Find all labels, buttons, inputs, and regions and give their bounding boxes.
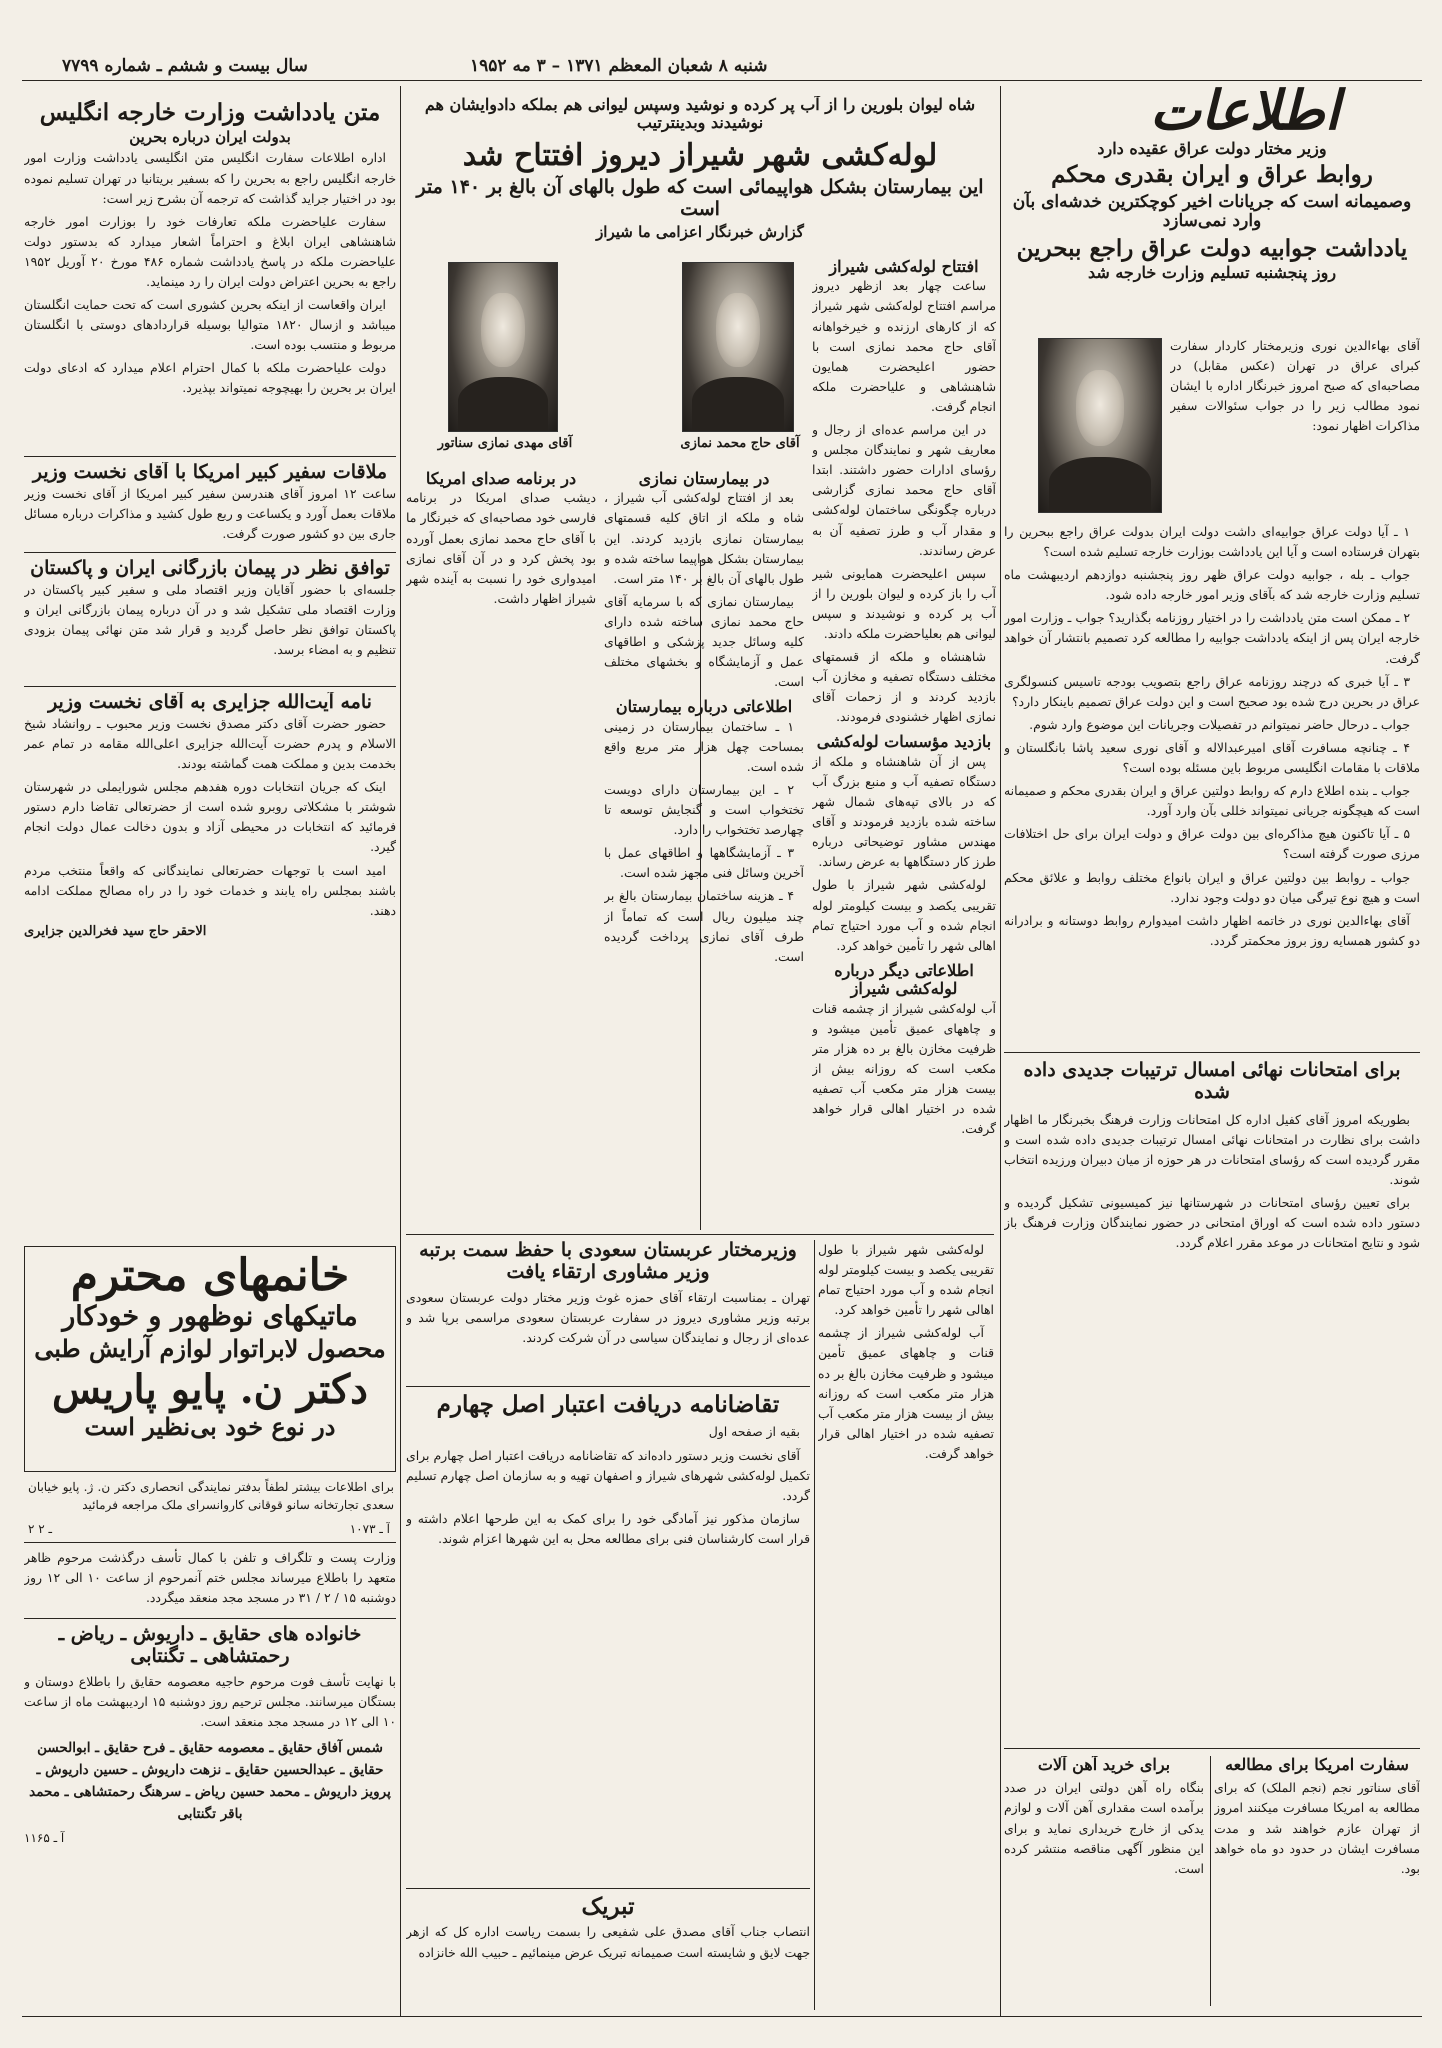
iron-headline: برای خرید آهن آلات: [1037, 1756, 1171, 1774]
greeting-article: [406, 1894, 810, 2014]
ambassador-headline: سفارت امریکا برای مطالعه: [1225, 1756, 1409, 1774]
usa-heading: در برنامه صدای امریکا: [425, 470, 577, 488]
iraq-paragraph: ۳ ـ آیا خبری که درچند روزنامه عراق راجع بتصویب بودجه تاسیس کنسولگری عراق در بحرین درج شده بود صحیح است و این دولت عراق تصمیم باینکار دارد؟: [1004, 673, 1420, 709]
column-divider-left: [400, 86, 401, 2016]
masthead: اطلاعات: [1150, 78, 1340, 142]
letter-article: [24, 692, 396, 1242]
info2-heading: اطلاعاتی دیگر درباره لوله‌کشی شیراز: [834, 960, 974, 999]
shiraz-subhead: این بیمارستان بشکل هواپیمائی است که طول بالهای آن بالغ بر ۱۴۰ متر است: [416, 176, 984, 221]
column-divider-right: [1000, 86, 1001, 2016]
loan-paragraph: بقیه از صفحه اول: [708, 1424, 800, 1440]
ambassador-body: آقای سناتور نجم (نجم الملک) که برای مطالعه به امریکا مسافرت میکنند امروز از تهران عازم خواهند شد و مدت مسافرت ایشان در حدود دو ماه خواهد بود.: [1214, 1780, 1420, 1876]
family-body: با نهایت تأسف فوت مرحوم حاجیه معصومه حقایق را باطلاع دوستان و بستگان میرسانند. مجلس ترحیم روز دوشنبه ۱۵ اردیبهشت ماه از ساعت ۱۰ الی ۱۲ در مسجد مجد منعقد است.: [24, 1673, 396, 1729]
exam-headline: برای امتحانات نهائی امسال ترتیبات جدیدی داده شده: [1023, 1060, 1401, 1103]
pipe-paragraph: پس از آن شاهنشاه و ملکه از دستگاه تصفیه آب و منبع بزرگ آب که در بالای تپه‌های شمال شهر ساخته شده بازدید فرمودند و آقای مهندس مشاور توضیحاتی درباره طرز کار دستگاهها به عرض رساند.: [812, 753, 996, 870]
rule: [406, 1234, 994, 1235]
pipe-paragraph: لوله‌کشی شهر شیراز با طول تقریبی یکصد و بیست کیلومتر لوله انجام شده و آب مورد احتیاج تمام اهالی شهر را تأمین خواهد کرد.: [812, 877, 996, 953]
greeting-headline: تبریک: [581, 1894, 635, 1920]
opening-body: [812, 276, 996, 727]
shiraz-byline: گزارش خبرنگار اعزامی ما شیراز: [596, 222, 804, 241]
photo-haj-mohammad-namazi: [682, 262, 794, 432]
iraq-paragraph: ۵ ـ آیا تاکنون هیچ مذاکره‌ای بین دولت عراق و دولت ایران برای حل اختلافات مرزی صورت گرفته است؟: [1004, 826, 1420, 862]
hospital-paragraph: بیمارستان نمازی که با سرمایه آقای حاج محمد نمازی ساخته شده دارای کلیه وسائل جدید پزشکی و اطاقهای عمل و آزمایشگاه و بخشهای مختلف است.: [604, 593, 804, 690]
rule: [24, 552, 396, 553]
ad-code: آ ـ ۱۰۷۳: [349, 1522, 390, 1536]
iraq-headline-2: یادداشت جوابیه دولت عراق راجع ببحرین: [1016, 234, 1408, 262]
continued-paragraph: آب لوله‌کشی شیراز از چشمه قنات و چاههای عمیق تأمین میشود و ظرفیت مخازن بالغ بر ده هزار متر مکعب است که روزانه بیش از بیست هزار متر مکعب آب تصفیه شده در اختیار اهالی قرار خواهد گرفت.: [818, 1325, 994, 1461]
iraq-paragraph: ۱ ـ آیا دولت عراق جوابیه‌ای داشت دولت ایران بدولت عراق راجع ببحرین را بتهران فرستاده است و آیا این یادداشت بوزارت خارجه تسلیم شده است؟: [1004, 524, 1420, 560]
shiraz-header: [406, 96, 994, 246]
shiraz-headline: لوله‌کشی شهر شیراز دیروز افتتاح شد: [462, 137, 938, 173]
meeting-article: [24, 462, 396, 546]
header-rule: [22, 80, 1422, 81]
column-divider: [814, 1240, 815, 2010]
post-office-notice: وزارت پست و تلگراف و تلفن با کمال تأسف درگذشت مرحوم ظاهر متعهد را باطلاع میرساند مجلس ختم آنمرحوم از ساعت ۱۰ الی ۱۲ روز دوشنبه ۱۵ / ۲ / ۳۱ در مسجد مجد منعقد میگردد.: [24, 1550, 396, 1606]
uk-note-paragraph: سفارت علیاحضرت ملکه تعارفات خود را بوزارت امور خارجه شاهنشاهی ایران ابلاغ و احتراماً اشعار میدارد که بدستور دولت علیاحضرت ملکه در پاسخ یادداشت شماره ۴۸۶ مورخ ۲۰ آوریل ۱۹۵۲ راجع به بحرین اعتراض دولت ایران را رد مینماید.: [24, 213, 396, 289]
uk-note-headline: متن یادداشت وزارت خارجه انگلیس: [39, 100, 381, 126]
iraq-article-header: [1004, 140, 1420, 330]
trade-headline: توافق نظر در پیمان بازرگانی ایران و پاکستان: [30, 558, 390, 579]
info-paragraph: ۱ ـ ساختمان بیمارستان در زمینی بمساحت چهل هزار متر مربع واقع شده است.: [604, 718, 804, 774]
letter-signature: الاحقر حاج سید فخرالدین جزایری: [24, 923, 207, 939]
loan-headline: تقاضانامه دریافت اعتبار اصل چهارم: [436, 1392, 780, 1418]
date-line: شنبه ۸ شعبان المعظم ۱۳۷۱ – ۳ مه ۱۹۵۲: [470, 56, 768, 76]
hospital-column: [604, 470, 804, 1228]
caption-mehdi-namazi: آقای مهدی نمازی سناتور: [437, 436, 573, 451]
meeting-body: ساعت ۱۲ امروز آقای هندرسن سفیر کبیر امریکا از آقای نخست وزیر ملاقات بعمل آورد و یکساعت و ربع طول کشید و مذاکرات درباره مسائل جاری بین دو کشور صورت گرفت.: [24, 485, 396, 542]
iraq-body: [1004, 522, 1420, 1047]
hospital-body: [604, 488, 804, 692]
iraq-paragraph: ۲ ـ ممکن است متن یادداشت را در اختیار روزنامه بگذارید؟ جواب ـ وزارت امور خارجه ایران پس از اینکه یادداشت جوابیه را مطالعه کرد تصمیم بانتشار آن خواهد گرفت.: [1004, 610, 1420, 666]
uk-note-article: [24, 100, 396, 450]
ad-line-3: در نوع خود بی‌نظیر است: [84, 1412, 336, 1442]
opening-heading: افتتاح لوله‌کشی شیراز: [829, 258, 979, 276]
saudi-headline: وزیرمختار عربستان سعودی با حفظ سمت برتبه وزیر مشاوری ارتقاء یافت: [419, 1240, 797, 1283]
saudi-article: [406, 1240, 810, 1380]
shiraz-continued: [818, 1240, 994, 2010]
iraq-kicker: وزیر مختار دولت عراق عقیده دارد: [1097, 140, 1327, 158]
shiraz-opening-column: [812, 258, 996, 1228]
rule: [406, 1888, 810, 1889]
iron-body: بنگاه راه آهن دولتی ایران در صدد برآمده است مقداری آهن آلات و لوازم یدکی از خارج خریداری نماید و برای این منظور آگهی مناقصه منتشر کرده است.: [1004, 1780, 1204, 1876]
uk-note-paragraph: ایران واقعاست از اینکه بحرین کشوری است که تحت حمایت انگلستان میباشد و ازسال ۱۸۲۰ متوالیا بوسیله قراردادهای دوستی با انگلستان مربوط و منتسب بوده است.: [24, 297, 396, 353]
ad-line-1: ماتیکهای نوظهور و خودکار: [62, 1301, 358, 1333]
loan-paragraph: سازمان مذکور نیز آمادگی خود را برای کمک به این طرحها اعلام داشته و قرار است کارشناسان فنی برای مطالعه محل به این شهرها اعزام شوند.: [406, 1510, 810, 1546]
family-notice: [24, 1624, 396, 2012]
iraq-paragraph: جواب ـ روابط بین دولتین عراق و ایران بانواع مختلف روابط و علائق محکم است و هیچ نوع تیرگی میان دو دولت وجود ندارد.: [1004, 869, 1420, 905]
ad-title: خانمهای محترم: [70, 1252, 350, 1301]
column-divider: [1210, 1756, 1211, 2006]
photo-iraqi-minister: [1038, 338, 1162, 513]
rule: [24, 1618, 396, 1619]
letter-paragraph: اینک که جریان انتخابات دوره هفدهم مجلس شورایملی در شهرستان شوشتر با مشکلاتی روبرو شده است از حضرتعالی تقاضا دارم دستور فرمائید که انتخابات در محیطی آزاد و بدون دخالت عمال دولت انجام گیرد.: [24, 779, 396, 855]
letter-paragraph: حضور حضرت آقای دکتر مصدق نخست وزیر محبوب ـ روانشاد شیخ الاسلام و پدرم حضرت آیت‌الله جزایری اعلی‌الله مقامه در تمام عمر بخدمت بدین و مملکت همت گماشته بودند.: [24, 715, 396, 772]
iraq-paragraph: جواب ـ درحال حاضر نمیتوانم در تفصیلات وجریانات این موضوع وارد شوم.: [1029, 716, 1410, 732]
hospital-paragraph: بعد از افتتاح لوله‌کشی آب شیراز ، شاه و ملکه از اتاق کلیه قسمتهای بیمارستان نمازی بازدید کردند. این بیمارستان بشکل هواپیما ساخته شده و طول بالهای آن بالغ بر ۱۴۰ متر است.: [604, 490, 804, 586]
pipe-heading: بازدید مؤسسات لوله‌کشی: [816, 732, 992, 752]
rule: [1004, 1748, 1420, 1749]
iron-article: [1004, 1756, 1204, 2006]
info2-body: آب لوله‌کشی شیراز از چشمه قنات و چاههای عمیق تأمین میشود و ظرفیت مخازن بالغ بر ده هزار متر مکعب است که روزانه بیش از بیست هزار متر مکعب آب تصفیه شده در اختیار اهالی قرار خواهد گرفت.: [812, 1000, 996, 1137]
info-paragraph: ۳ ـ آزمایشگاهها و اطاقهای عمل با آخرین وسائل فنی مجهز شده است.: [604, 845, 804, 881]
loan-article: [406, 1392, 810, 1882]
rule: [1004, 1052, 1420, 1053]
opening-paragraph: در این مراسم عده‌ای از رجال و معاریف شهر و نمایندگان مجلس و رؤسای ادارات حضور داشتند. ابتدا آقای حاج محمد نمازی گزارشی درباره چگونگی ساختمان لوله‌کشی و مقدار آب و طرز تصفیه آن به عرض رساندند.: [812, 422, 996, 558]
uk-note-body: [24, 148, 396, 398]
ambassador-article: [1214, 1756, 1420, 2006]
exam-body: [1004, 1110, 1420, 1254]
rule: [24, 1542, 396, 1543]
ad-contact: برای اطلاعات بیشتر لطفاً بدفتر نمایندگی انحصاری دکتر ن. ژ. پایو خیابان سعدی تجارتخانه سانو قوقانی کاروانسرای ملک مراجعه فرمائید: [28, 1480, 394, 1512]
letter-paragraph: امید است با توجهات حضرتعالی نمایندگانی که واقعاً منتخب مردم باشند بمجلس راه یابند و خدمات خود را در راه مصالح مملکت ادامه دهند.: [24, 862, 396, 918]
cosmetics-ad: [30, 1252, 390, 1468]
family-code: آ ـ ۱۱۶۵: [24, 1831, 65, 1846]
letter-body: [24, 714, 396, 921]
continued-paragraph: لوله‌کشی شهر شیراز با طول تقریبی یکصد و بیست کیلومتر لوله انجام شده و آب مورد احتیاج تمام اهالی شهر را تأمین خواهد کرد.: [818, 1242, 994, 1318]
iraq-paragraph: آقای بهاءالدین نوری در خاتمه اظهار داشت امیدوارم روابط دوستانه و برادرانه دو کشور همسایه روز بروز محکمتر گردد.: [1004, 912, 1420, 948]
uk-note-paragraph: اداره اطلاعات سفارت انگلیس متن انگلیسی یادداشت وزارت امور خارجه انگلیس راجع به بحرین را که بسفیر بریتانیا در تهران تسلیم نموده بود در اختیار جراید گذاشت که ترجمه آن بشرح زیر است:: [24, 150, 396, 206]
iraq-subhead-2: روز پنجشنبه تسلیم وزارت خارجه شد: [1087, 263, 1337, 283]
iraq-intro: آقای بهاءالدین نوری وزیرمختار کاردار سفارت کبرای عراق در تهران (عکس مقابل) در مصاحبه‌ای که صبح امروز خبرنگار اداره با ایشان نمود مطالب زیر را در جواب سئوالات سفیر مذاکرات اظهار نمود:: [1170, 338, 1420, 434]
info-paragraph: ۴ ـ هزینه ساختمان بیمارستان بالغ بر چند میلیون ریال است که تماماً از طرف آقای نمازی پرداخت گردیده است.: [604, 888, 804, 964]
letter-headline: نامه آیت‌الله جزایری به آقای نخست وزیر: [48, 692, 372, 713]
info-heading: اطلاعاتی درباره بیمارستان: [615, 697, 793, 717]
issue-line: سال بیست و ششم ـ شماره ۷۷۹۹: [62, 56, 308, 76]
family-headline: خانواده های حقایق ـ داریوش ـ ریاض ـ رحمتشاهی ـ تگنتابی: [58, 1624, 362, 1667]
usa-column: [406, 470, 596, 1228]
opening-paragraph: سپس اعلیحضرت همایونی شیر آب را باز کرده و لیوان بلورین را از آب پر کرده و نوشیدند و سپس لیوانی هم بعلیاحضرت ملکه دادند.: [812, 565, 996, 641]
uk-note-paragraph: دولت علیاحضرت ملکه با کمال احترام اعلام میدارد که ادعای دولت ایران بر بحرین را بهیچوجه نمیتواند بپذیرد.: [24, 360, 396, 396]
footer-rule: [22, 2016, 1422, 2017]
shiraz-kicker: شاه لیوان بلورین را از آب پر کرده و نوشید وسپس لیوانی هم بملکه دادوایشان هم نوشیدند وبدینترتیب: [424, 96, 976, 133]
greeting-body: انتصاب جناب آقای مصدق علی شفیعی را بسمت ریاست اداره کل که ازهر جهت لایق و شایسته است صمیمانه تبریک عرض مینمائیم ـ حبیب الله خانزاده: [406, 1924, 810, 1960]
meeting-headline: ملاقات سفیر کبیر امریکا با آقای نخست وزیر: [32, 462, 388, 483]
loan-paragraph: آقای نخست وزیر دستور داده‌اند که تقاضانامه دریافت اعتبار اصل چهارم برای تکمیل لوله‌کشی شهرهای شیراز و اصفهان تهیه و به سازمان اصل چهارم تسلیم گردد.: [406, 1447, 810, 1503]
caption-haj-mohammad-namazi: آقای حاج محمد نمازی: [680, 436, 800, 451]
pipe-body: [812, 752, 996, 956]
opening-paragraph: ساعت چهار بعد ازظهر دیروز مراسم افتتاح لوله‌کشی شهر شیراز که از کارهای ارزنده و خیرخواهانه آقای حاج محمد نمازی است با حضور اعلیحضرت همایون شاهنشاهی و علیاحضرت ملکه انجام گرفت.: [812, 278, 996, 414]
rule: [406, 1386, 810, 1387]
info-paragraph: ۲ ـ این بیمارستان دارای دویست تختخواب است و گنجایش توسعه تا چهارصد تختخواب را دارد.: [604, 782, 804, 838]
iraq-paragraph: جواب ـ بنده اطلاع دارم که روابط دولتین عراق و ایران بقدری محکم و صمیمانه است که هیچگونه جریانی نمیتواند خللی بآن وارد آورد.: [1004, 783, 1420, 819]
exam-paragraph: بطوریکه امروز آقای کفیل اداره کل امتحانات وزارت فرهنگ بخبرنگار ما اظهار داشت برای نظارت در امتحانات نهائی امسال ترتیبات جدیدی داده شده است و مقرر گردیده است که رؤسای امتحانات در هر حوزه از میان دبیران ورزیده انتخاب شوند.: [1004, 1111, 1420, 1187]
trade-article: [24, 558, 396, 680]
rule: [24, 686, 396, 687]
info-body: [604, 717, 804, 967]
photo-mehdi-namazi: [448, 262, 558, 432]
exam-paragraph: برای تعیین رؤسای امتحانات در شهرستانها نیز کمیسیونی تشکیل گردیده و دستور داده شده است که اوراق امتحانی در حضور نمایندگان وزارت فرهنگ باز شود و نتایج امتحانات در موعد مقرر اعلام گردد.: [1004, 1195, 1420, 1251]
iraq-paragraph: ۴ ـ چنانچه مسافرت آقای امیرعبدالاله و آقای نوری سعید پاشا بانگلستان و ملاقات با مقامات انگلیسی مربوط باین مسئله بوده است؟: [1004, 739, 1420, 776]
opening-paragraph: شاهنشاه و ملکه از قسمتهای مختلف دستگاه تصفیه و مخازن آب بازدید کردند و از زحمات آقای نمازی اظهار خشنودی فرمودند.: [812, 649, 996, 725]
iraq-paragraph: جواب ـ بله ، جوابیه دولت عراق ظهر روز پنجشنبه دوازدهم اردیبهشت ماه تسلیم وزارت خارجه شد که بآقای وزیر امور خارجه داده شود.: [1004, 567, 1420, 603]
loan-body: [406, 1422, 810, 1549]
ad-code-2: ۲ ـ ۲: [28, 1522, 53, 1536]
trade-body: جلسه‌ای با حضور آقایان وزیر اقتصاد ملی و سفیر کبیر پاکستان در وزارت اقتصاد ملی تشکیل شد و در آن درباره پیمان بازرگانی ایران و پاکستان توافق نظر حاصل گردید و قرار شد متن نهائی پیمان بزودی تنظیم و به امضاء برسد.: [24, 581, 396, 658]
saudi-body: تهران ـ بمناسبت ارتقاء آقای حمزه غوث وزیر مختار دولت عربستان سعودی برتبه وزیر مشاوری دیروز در سفارت عربستان سعودی مراسمی برپا شد و عده‌ای از رجال و نمایندگان سیاسی در آن شرکت کردند.: [406, 1289, 810, 1345]
family-names: شمس آفاق حقایق ـ معصومه حقایق ـ فرح حقایق ـ ابوالحسن حقایق ـ عبدالحسین حقایق ـ نزهت داریوش ـ حسین داریوش ـ پرویز داریوش ـ محمد حسین ریاض ـ سرهنگ رحمتشاهی ـ محمد باقر تگنتابی: [29, 1739, 391, 1822]
iraq-subhead: وصمیمانه است که جریانات اخیر کوچکترین خدشه‌ای بآن وارد نمی‌سازد: [1012, 191, 1412, 232]
exam-article: [1004, 1060, 1420, 1740]
ad-brand: دکتر ن. پایو پاریس: [52, 1366, 368, 1414]
usa-body: دیشب صدای امریکا در برنامه فارسی خود مصاحبه‌ای که خبرنگار ما با آقای حاج محمد نمازی بعمل آورده بود پخش کرد و در آن آقای نمازی امیدواری خود را نسبت به آینده شهر شیراز اظهار داشت.: [406, 490, 596, 606]
uk-note-subhead: بدولت ایران درباره بحرین: [129, 128, 291, 147]
iraq-headline: روابط عراق و ایران بقدری محکم: [1051, 161, 1373, 189]
rule: [24, 456, 396, 457]
hospital-heading: در بیمارستان نمازی: [638, 470, 770, 488]
ad-line-2: محصول لابراتوار لوازم آرایش طبی: [34, 1334, 386, 1364]
